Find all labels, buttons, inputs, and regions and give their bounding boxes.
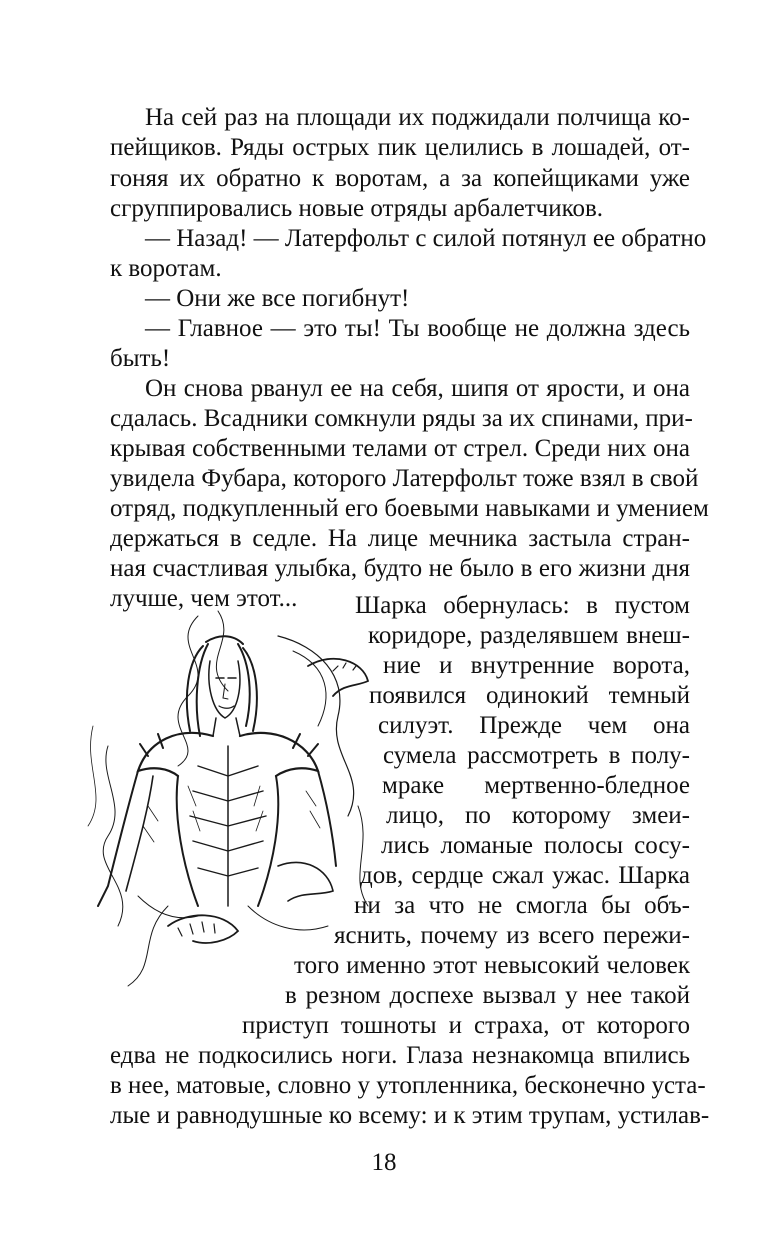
text-line: На сей раз на площади их поджидали полчища ко- — [145, 104, 690, 131]
text-line: сдалась. Всадники сомкнули ряды за их спинами, при- — [110, 405, 693, 432]
text-line: — Они же все погибнут! — [145, 285, 410, 312]
page-number: 18 — [371, 1149, 397, 1176]
text-line: гоняя их обратно к воротам, а за копейщиками уже — [110, 165, 690, 192]
text-line: лицо, по которому змеи- — [386, 802, 690, 829]
text-line: мраке мертвенно-бледное — [382, 772, 690, 799]
text-line: в нее, матовые, словно у утопленника, бесконечно уста- — [110, 1072, 706, 1099]
text-line: ние и внутренние ворота, — [383, 652, 690, 679]
text-line: лись ломаные полосы сосу- — [381, 832, 690, 859]
text-line: быть! — [110, 345, 171, 372]
text-line: ная счастливая улыбка, будто не было в его жизни дня — [110, 555, 690, 582]
text-line: приступ тошноты и страха, от которого — [242, 1012, 690, 1039]
text-line: лые и равнодушные ко всему: и к этим трупам, устилав- — [110, 1102, 710, 1129]
text-line: коридоре, разделявшем внеш- — [368, 622, 690, 649]
text-line: яснить, почему из всего пережи- — [334, 922, 690, 949]
text-line: — Назад! — Латерфольт с силой потянул ее обратно — [145, 225, 707, 252]
text-line: в резном доспехе вызвал у нее такой — [285, 982, 690, 1009]
text-line: сумела рассмотреть в полу- — [383, 742, 690, 769]
text-line: того именно этот невысокий человек — [294, 952, 690, 979]
text-line: пейщиков. Ряды острых пик целились в лошадей, от- — [110, 134, 690, 161]
text-line: к воротам. — [110, 255, 222, 282]
text-line: отряд, подкупленный его боевыми навыками и умением — [110, 495, 709, 522]
text-line: Он снова рванул ее на себя, шипя от ярости, и она — [145, 375, 690, 402]
text-line: появился одинокий темный — [369, 682, 690, 709]
text-line: крывая собственными телами от стрел. Среди них она — [110, 435, 690, 462]
text-line: дов, сердце сжал ужас. Шарка — [360, 862, 690, 889]
text-line: сгруппировались новые отряды арбалетчиков. — [110, 195, 604, 222]
text-line: лучше, чем этот... — [110, 585, 298, 612]
warrior-illustration — [78, 606, 378, 990]
text-line: увидела Фубара, которого Латерфольт тоже взял в свой — [110, 465, 699, 492]
text-line: Шарка обернулась: в пустом — [355, 592, 690, 619]
text-line: — Главное — это ты! Ты вообще не должна здесь — [145, 315, 690, 342]
text-line: держаться в седле. На лице мечника застыла стран- — [110, 525, 690, 552]
text-line: ни за что не смогла бы объ- — [354, 892, 690, 919]
text-line: едва не подкосились ноги. Глаза незнакомца впились — [110, 1042, 690, 1069]
text-line: силуэт. Прежде чем она — [378, 712, 690, 739]
